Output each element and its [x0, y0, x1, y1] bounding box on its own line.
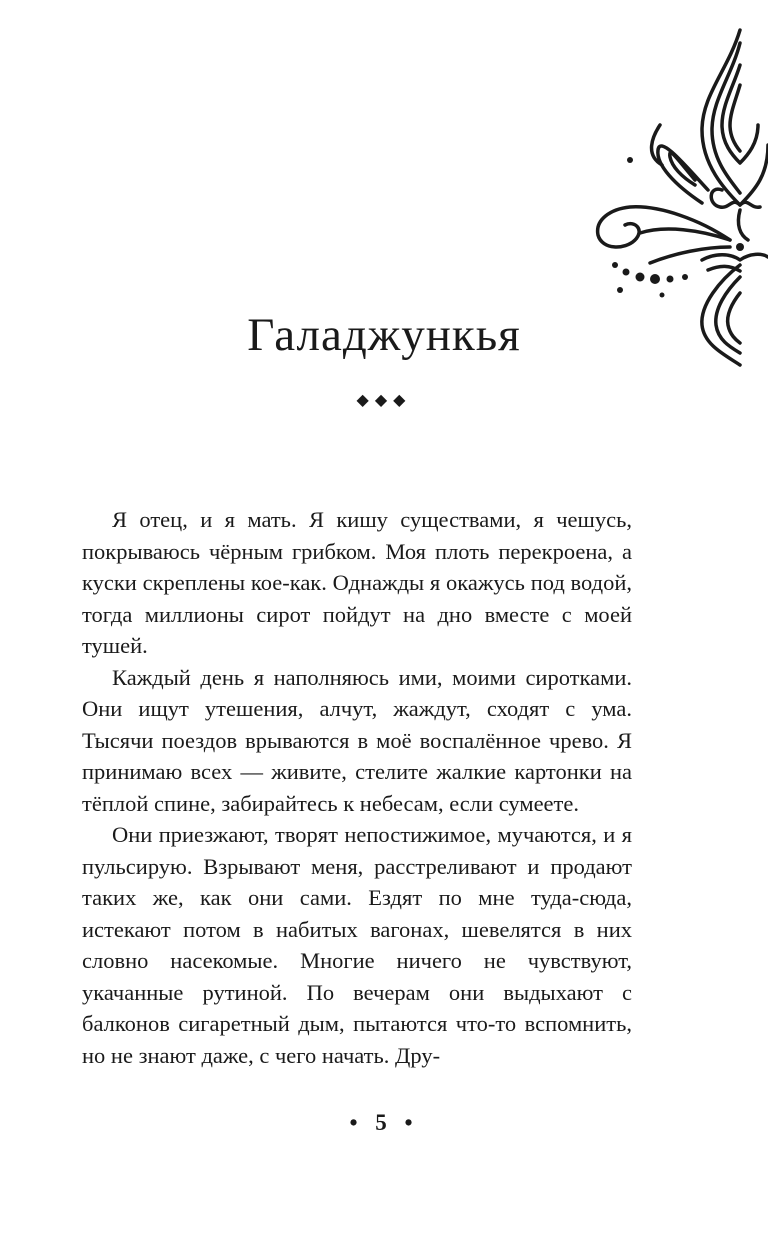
paragraph: Они приезжают, творят непостижимое, мучаются, и я пульсирую. Взрывают меня, расстреливают и продают таких же, как они сами. Ездят по мне туда-сюда, истекают потом в набитых вагонах, шевелятся в них словно насекомые. Многие ничего не чувствуют, укачанные рутиной. По вечерам они выдыхают с балконов сигаретный дым, пытаются что-то вспомнить, но не знают даже, с чего начать. Дру- [82, 822, 632, 1068]
section-divider: ◆◆◆ [356, 390, 412, 409]
chapter-title: Галаджункья [247, 309, 521, 361]
body-text [82, 504, 632, 1071]
paragraph: Каждый день я наполняюсь ими, моими сиротками. Они ищут утешения, алчут, жаждут, сходят с ума. Тысячи поездов врываются в моё воспалённое чрево. Я принимаю всех — живите, стелите жалкие картонки на тёплой спине, забирайтесь к небесам, если сумеете. [82, 664, 632, 816]
paragraph: Я отец, и я мать. Я кишу существами, я чешусь, покрываюсь чёрным грибком. Моя плоть перекроена, а куски скреплены кое-как. Однажды я окажусь под водой, тогда миллионы сирот пойдут на дно вместе с моей тушей. [82, 507, 632, 658]
page-number: • 5 • [349, 1110, 419, 1135]
